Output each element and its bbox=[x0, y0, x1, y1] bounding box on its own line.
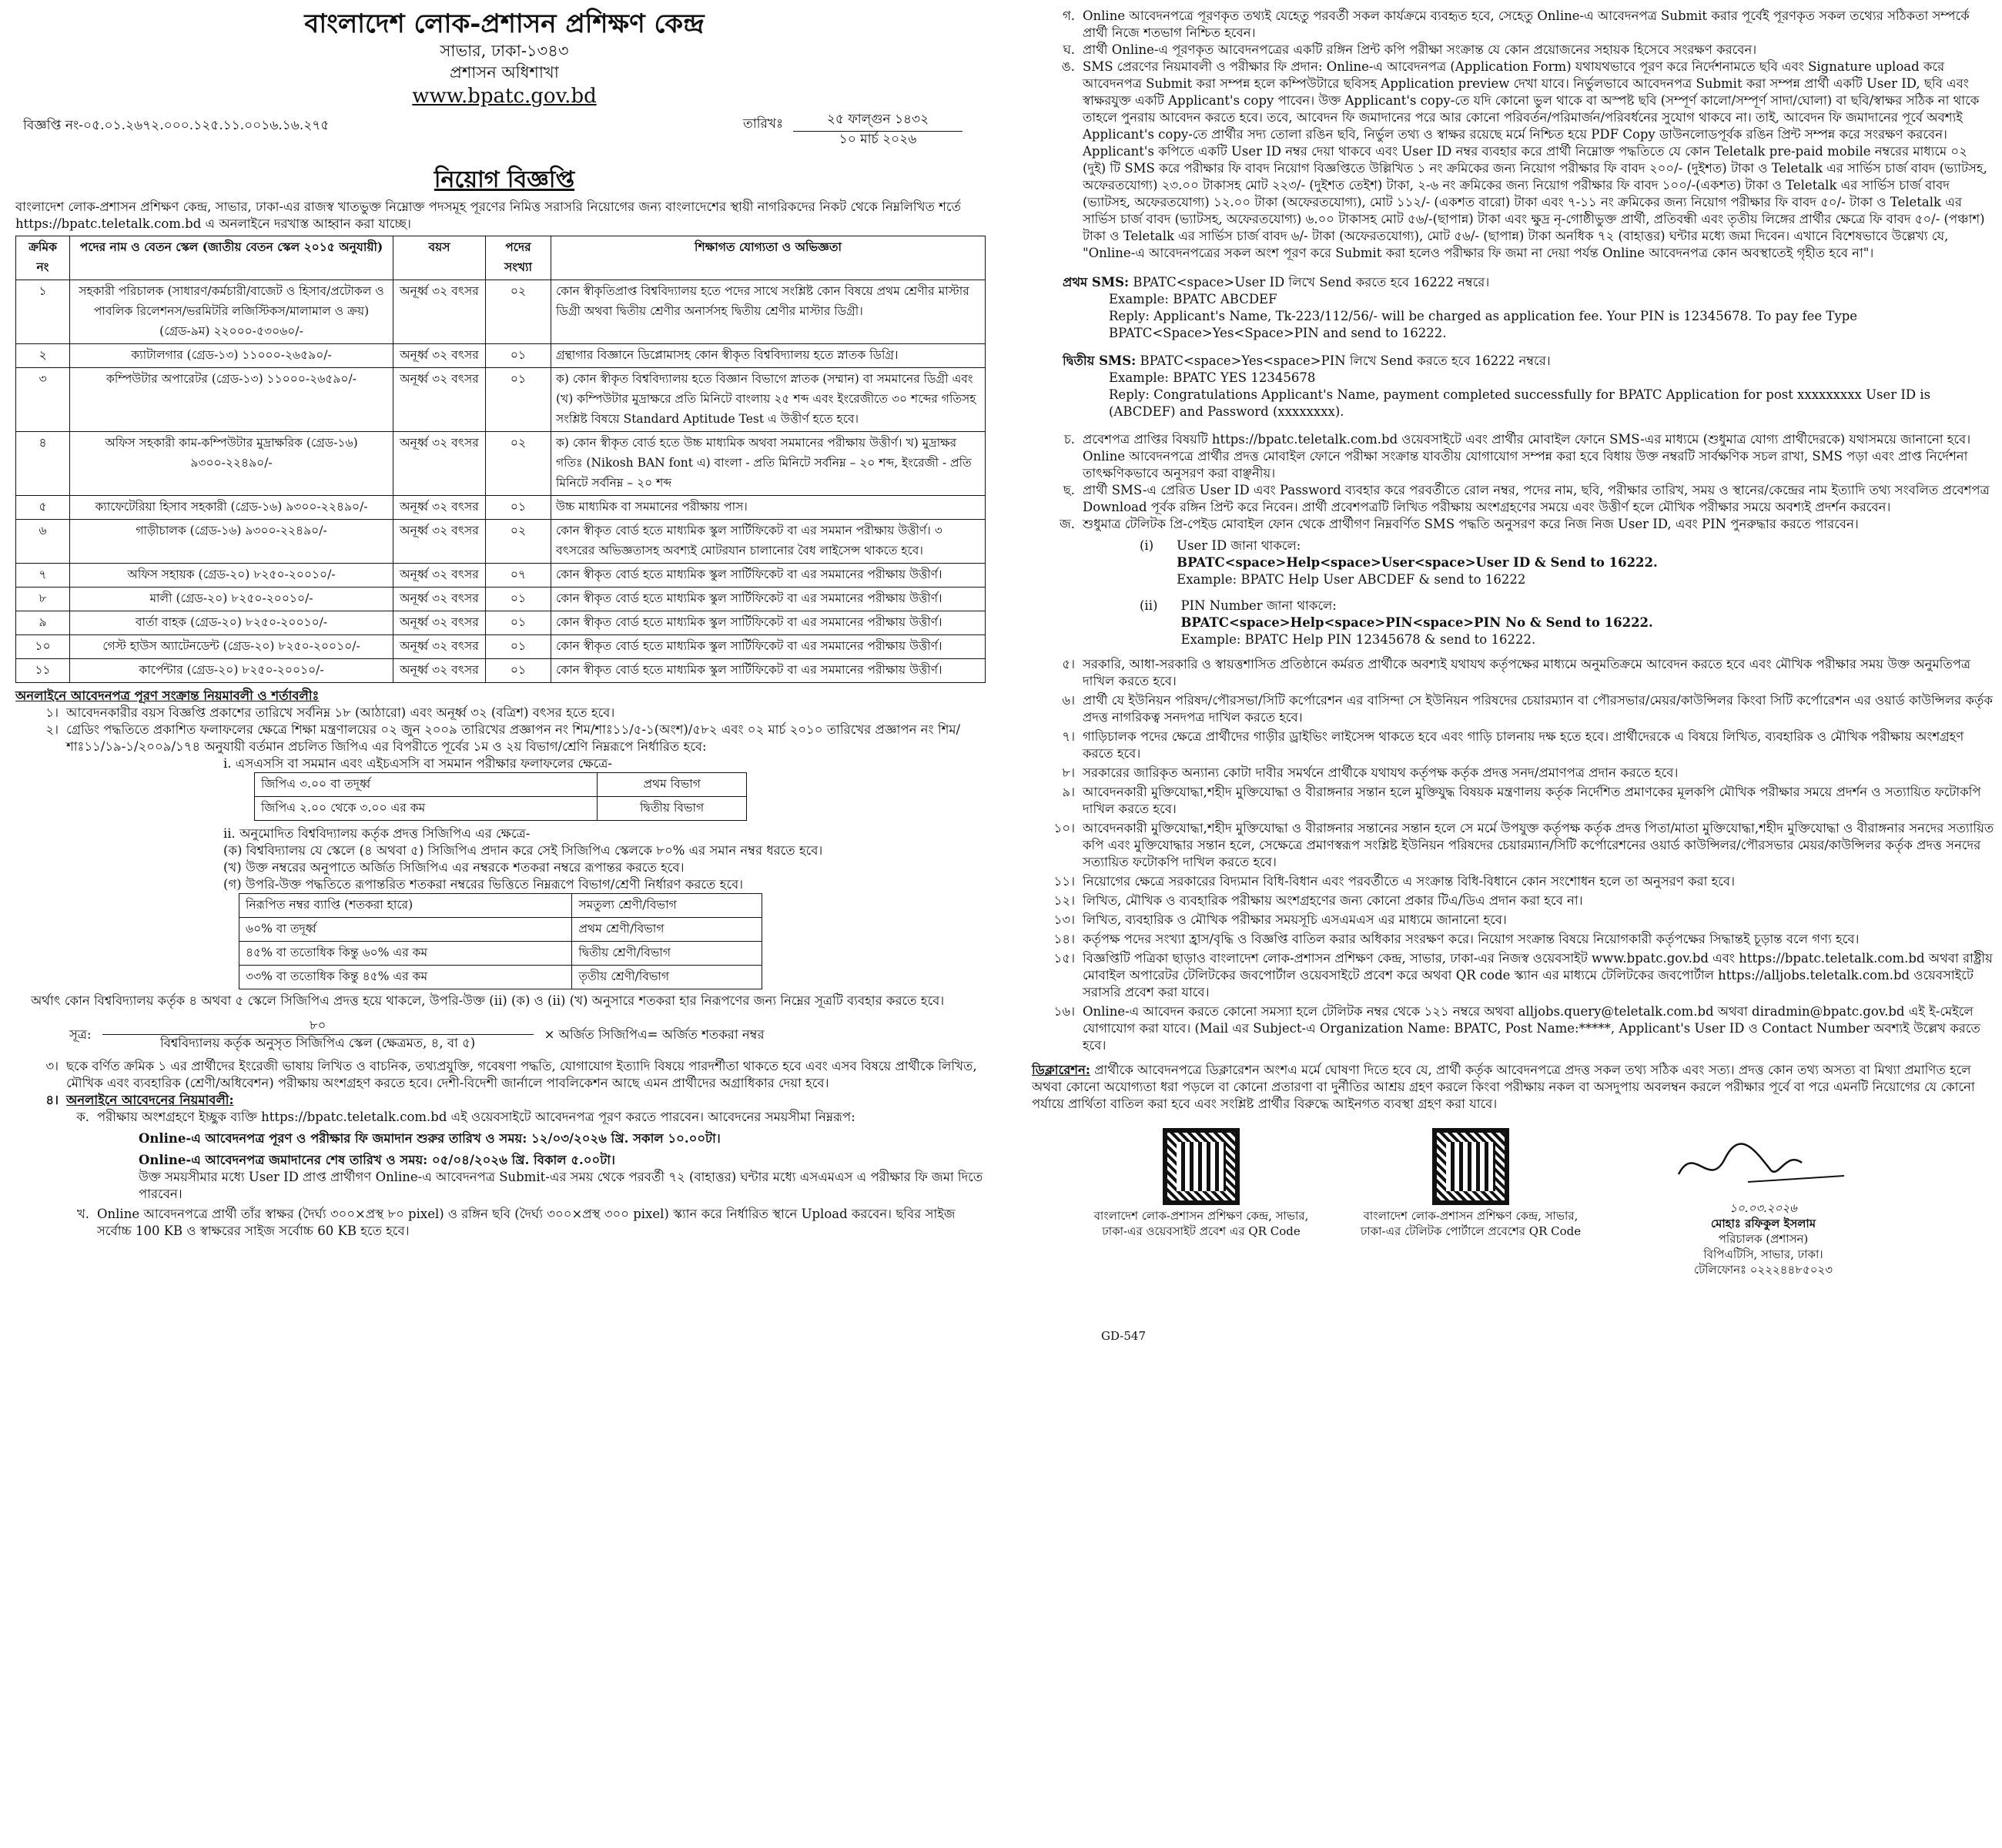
recover-i-example: Example: BPATC Help User ABCDEF & send to 16222 bbox=[1177, 572, 1526, 587]
numbered-items bbox=[1032, 656, 1994, 1054]
cgpa-range: নিরূপিত নম্বর ব্যাপ্তি (শতকরা হারে) bbox=[239, 894, 572, 918]
list-item-text: আবেদনকারী মুক্তিযোদ্ধা,শহীদ মুক্তিযোদ্ধা ও বীরাঙ্গনার সন্তান হলে মুক্তিযুদ্ধ বিষয়ক মন্ত্রণালয় কর্তৃক নির্দেশিত প্রমাণকের মূলকপি মৌখিক পরীক্ষার সময়ে প্রদর্শন ও সত্যায়িত ফটোকপি দাখিল করতে হবে। bbox=[1083, 785, 1981, 816]
list-item bbox=[1032, 931, 1994, 948]
list-item-number: ১৬। bbox=[1053, 1004, 1075, 1019]
cell-age: অনূর্ধ্ব ৩২ বৎসর bbox=[393, 588, 486, 611]
signature-block bbox=[1640, 1128, 1886, 1277]
cell-sl: ৭ bbox=[16, 564, 70, 588]
table-row bbox=[255, 797, 747, 821]
list-item-number: ১০। bbox=[1053, 821, 1075, 835]
org-title: বাংলাদেশ লোক-প্রশাসন প্রশিক্ষণ কেন্দ্র bbox=[304, 8, 705, 39]
table-row bbox=[239, 918, 762, 942]
cell-qual: ক) কোন স্বীকৃত বোর্ড হতে উচ্চ মাধ্যমিক অথবা সমমানের পরীক্ষায় উত্তীর্ণ। খ) মুদ্রাক্ষর গতিঃ (Nikosh BAN font এ) বাংলা - প্রতি মিনিটে সর্বনিম্ন – ২০ শব্দ, ইংরেজী - প্রতি মিনিটে সর্বনিম্ন – ২০ শব্দ bbox=[551, 432, 986, 496]
list-item-text: বিজ্ঞপ্তিটি পত্রিকা ছাড়াও বাংলাদেশ লোক-প্রশাসন প্রশিক্ষণ কেন্দ্র, সাভার, ঢাকা-এর নিজস্ব ওয়েবসাইট www.bpatc.gov.bd এবং https://bpatc.teletalk.com.bd অথবা রাষ্ট্রীয় মোবাইল অপারেটর টেলিটকের জবপোর্টাল ওয়েবসাইটে প্রবেশ করে অথবা QR code স্ক্যান এর মাধ্যমে টেলিটকের জবপোর্টাল https://alljobs.teletalk.com.bd ওয়েবসাইটে সরাসরি প্রবেশ করা যাবে। bbox=[1083, 951, 1993, 999]
recover-ii-example: Example: BPATC Help PIN 12345678 & send to 16222. bbox=[1180, 632, 1536, 647]
recover-ii-heading: PIN Number জানা থাকলে: bbox=[1180, 598, 1337, 613]
rule-4-ka-text: পরীক্ষায় অংশগ্রহণে ইচ্ছুক ব্যক্তি https://bpatc.teletalk.com.bd এই ওয়েবসাইটে আবেদনপত্র পূরণ করতে পারবেন। আবেদনের সময়সীমা নিম্নরূপ: bbox=[97, 1110, 855, 1124]
cell-count: ০২ bbox=[486, 280, 551, 344]
sms-1 bbox=[1063, 274, 1994, 342]
cell-count: ০১ bbox=[486, 344, 551, 368]
cell-qual: কোন স্বীকৃত বোর্ড হতে মাধ্যমিক স্কুল সার্টিফিকেট বা এর সমমানের পরীক্ষায় উত্তীর্ণ। bbox=[551, 659, 986, 683]
cell-age: অনূর্ধ্ব ৩২ বৎসর bbox=[393, 520, 486, 564]
gpa-division: দ্বিতীয় বিভাগ bbox=[598, 797, 747, 821]
cell-age: অনূর্ধ্ব ৩২ বৎসর bbox=[393, 344, 486, 368]
rule-3: ৩। ছকে বর্ণিত ক্রমিক ১ এর প্রার্থীদের ইংরেজী ভাষায় লিখিত ও বাচনিক, তথ্যপ্রযুক্তি, গবেষণা পদ্ধতি, যোগাযোগ ইত্যাদি বিষয়ে পারদর্শীতা থাকতে হবে এবং এসব বিষয়ে প্রার্থীকে লিখিত, মৌখিক এবং ব্যবহারিক (শ্রেণী/অধিবেশন) পরীক্ষায় অংশগ্রহণ করতে হবে। দেশী-বিদেশী জার্নালে পাবলিকেশন আছে এমন প্রার্থীদের অগ্রাধিকার দেয়া হবে। bbox=[15, 1058, 993, 1092]
table-row bbox=[16, 588, 986, 611]
cell-sl: ৪ bbox=[16, 432, 70, 496]
qr-website-caption: বাংলাদেশ লোক-প্রশাসন প্রশিক্ষণ কেন্দ্র, সাভার, ঢাকা-এর ওয়েবসাইট প্রবেশ এর QR Code bbox=[1093, 1209, 1309, 1238]
cell-age: অনূর্ধ্ব ৩২ বৎসর bbox=[393, 659, 486, 683]
cell-sl: ৯ bbox=[16, 611, 70, 635]
cell-sl: ১ bbox=[16, 280, 70, 344]
list-item bbox=[1032, 820, 1994, 871]
rule-4-umo-text: SMS প্রেরণের নিয়মাবলী ও পরীক্ষার ফি প্রদান: Online-এ আবেদনপত্র (Application Form) যথাযথভাবে পূরণ করে নির্দেশনামতে ছবি এবং Signature upload করে আবেদনপত্র Submit করা সম্পন্ন হলে কম্পিউটারে ছবিসহ Application preview দেখা যাবে। নির্ভুলভাবে আবেদনপত্র Submit করা সম্পন্ন প্রার্থী একটি User ID, ছবি এবং স্বাক্ষরযুক্ত একটি Applicant's copy পাবেন। উক্ত Applicant's copy-তে যদি কোনো ভুল থাকে বা অস্পষ্ট ছবি (সম্পূর্ণ কালো/সম্পূর্ণ সাদা/ঘোলা) বা ছবি/স্বাক্ষর সঠিক না থাকে তাহলে পুনরায় আবেদন করতে হবে। তবে, আবেদন ফি জমাদানের পরে আর কোনো পরিবর্তন/পরিমার্জন/পরিবর্ধনের সুযোগ থাকবে না। তাই, আবেদন ফি জমাদানের পূর্বে অবশ্যই Applicant's copy-তে প্রার্থীর সদ্য তোলা রঙিন ছবি, নির্ভুল তথ্য ও স্বাক্ষর রয়েছে মর্মে নিশ্চিত হয়ে PDF Copy ডাউনলোডপূর্বক রঙিন প্রিন্ট সম্পন্ন করে সংরক্ষণ করবেন। Applicant's কপিতে একটি User ID নম্বর দেয়া থাকবে এবং User ID নম্বর ব্যবহার করে প্রার্থী নিম্নোক্ত পদ্ধতিতে যে কোন Teletalk pre-paid mobile নম্বরের মাধ্যমে ০২ (দুই) টি SMS করে পরীক্ষার ফি বাবদ নিয়োগ বিজ্ঞপ্তিতে উল্লিখিত ১ নং ক্রমিকের জন্য নিয়োগ পরীক্ষার ফি বাবদ ২০০/- (দুইশত) টাকা ও Teletalk এর সার্ভিস চার্জ বাবদ (ভ্যাটসহ, অফেরতযোগ্য) ২৩.০০ টাকাসহ মোট ২২৩/- (দুইশত তেইশ) টাকা, ২-৬ নং ক্রমিকের জন্য নিয়োগ পরীক্ষার ফি বাবদ ১০০/-(একশত) টাকা ও Teletalk এর সার্ভিস চার্জ বাবদ (ভ্যাটসহ, অফেরতযোগ্য) ১২.০০ টাকা (অফেরতযোগ্য), মোট ১১২/- (একশত বারো) টাকা এবং ৭-১১ নং ক্রমিকের জন্য নিয়োগ পরীক্ষার ফি বাবদ ৫০/- টাকা ও Teletalk এর সার্ভিস চার্জ বাবদ (ভ্যাটসহ, অফেরতযোগ্য) ৬.০০ টাকাসহ মোট ৫৬/-(ছাপান্ন) টাকা এবং ক্ষুদ্র নৃ-গোষ্ঠীভুক্ত প্রার্থী, প্রতিবন্ধী এবং তৃতীয় লিঙ্গের প্রার্থীর ক্ষেত্রে ফি বাবদ ৫০/- (পঞ্চাশ) টাকা ও Teletalk এর সার্ভিস চার্জ বাবদ ৬/- টাকা (অফেরতযোগ্য), মোট ৫৬/- (ছাপান্ন) টাকা অনধিক ৭২ (বাহাত্তর) ঘন্টার মধ্যে জমা দিবেন। এখানে বিশেষভাবে উল্লেখ্য যে, "Online-এ আবেদনপত্রের সকল অংশ পূরণ করে Submit করা হলেও পরীক্ষার ফি জমা না দেয়া পর্যন্ত Online আবেদনপত্র কোন অবস্থাতেই গৃহীত হবে না"। bbox=[1083, 59, 1987, 260]
date-label: তারিখঃ bbox=[743, 116, 784, 132]
apply-end: Online-এ আবেদনপত্র জমাদানের শেষ তারিখ ও সময়: ০৫/০৪/২০২৬ খ্রি. বিকাল ৫.০০টা। bbox=[139, 1153, 615, 1167]
signatory-phone: টেলিফোনঃ ০২২২৪৪৮৫০২৩ bbox=[1694, 1263, 1833, 1277]
formula-label: সূত্র: bbox=[69, 1026, 92, 1042]
recover-i-heading: User ID জানা থাকলে: bbox=[1177, 538, 1301, 553]
cgpa-table bbox=[239, 893, 762, 989]
sms-2-example: Example: BPATC YES 12345678 bbox=[1109, 370, 1316, 385]
list-item-text: সরকারি, আধা-সরকারি ও স্বায়ত্তশাসিত প্রতিষ্ঠানে কর্মরত প্রার্থীকে অবশ্যই যথাযথ কর্তৃপক্ষের মাধ্যমে অনুমতিক্রমে আবেদন করতে হবে এবং মৌখিক পরীক্ষার সময় উক্ত অনুমতিপত্র দাখিল করতে হবে। bbox=[1083, 657, 1971, 688]
table-row bbox=[16, 368, 986, 432]
th-age: বয়স bbox=[393, 236, 486, 280]
table-row bbox=[16, 432, 986, 496]
apply-note: উক্ত সময়সীমার মধ্যে User ID প্রাপ্ত প্রার্থীগণ Online-এ আবেদনপত্র Submit-এর সময় থেকে পরবর্তী ৭২ (বাহাত্তর) ঘন্টার মধ্যে এসএমএস এ পরীক্ষার ফি জমা দিতে পারবেন। bbox=[139, 1170, 983, 1201]
list-item bbox=[1032, 692, 1994, 726]
cell-sl: ১০ bbox=[16, 635, 70, 659]
list-item-number: ১৫। bbox=[1053, 951, 1075, 966]
cell-age: অনূর্ধ্ব ৩২ বৎসর bbox=[393, 496, 486, 520]
list-item-number: ১৩। bbox=[1053, 912, 1075, 927]
cell-post: কম্পিউটার অপারেটর (গ্রেড-১৩) ১১০০০-২৬৫৯০/- bbox=[70, 368, 393, 432]
cgpa-range: ৪৫% বা ততোধিক কিন্তু ৬০% এর কম bbox=[239, 942, 572, 966]
list-item-text: লিখিত, ব্যবহারিক ও মৌখিক পরীক্ষার সময়সূচি এসএমএস এর মাধ্যমে জানানো হবে। bbox=[1083, 912, 1507, 927]
right-column bbox=[1032, 8, 1994, 1359]
table-row bbox=[16, 280, 986, 344]
gpa-range: জিপিএ ৩.০০ বা তদূর্ধ্ব bbox=[255, 773, 598, 797]
table-row bbox=[16, 611, 986, 635]
cell-count: ০৭ bbox=[486, 564, 551, 588]
rule-2-ii-label: ii. bbox=[223, 826, 236, 841]
rule-2-ii-b: (খ) উক্ত নম্বরের অনুপাতে অর্জিত সিজিপিএ এর নম্বরকে শতকরা নম্বরে রূপান্তর করতে হবে। bbox=[223, 860, 685, 875]
table-row bbox=[16, 635, 986, 659]
cell-post: সহকারী পরিচালক (সাধারণ/কর্মচারী/বাজেট ও হিসাব/প্রটোকল ও পাবলিক রিলেশনস/ভরমিটরি লজিস্টিকস/মালামাল ও ক্রয়) (গ্রেড-৯ম) ২২০০০-৫৩০৬০/- bbox=[70, 280, 393, 344]
cell-age: অনূর্ধ্ব ৩২ বৎসর bbox=[393, 564, 486, 588]
formula bbox=[69, 1017, 993, 1052]
formula-numerator: ৮০ bbox=[102, 1017, 534, 1035]
memo-line bbox=[15, 109, 993, 165]
cell-count: ০১ bbox=[486, 588, 551, 611]
footer bbox=[1032, 1128, 1994, 1359]
list-item-number: ১২। bbox=[1053, 893, 1075, 908]
table-row bbox=[16, 344, 986, 368]
recover-pin bbox=[1140, 598, 1994, 648]
org-address: সাভার, ঢাকা-১৩৪৩ bbox=[440, 42, 569, 60]
formula-fraction bbox=[102, 1017, 534, 1052]
cell-sl: ১১ bbox=[16, 659, 70, 683]
rule-2-text: গ্রেডিং পদ্ধতিতে প্রকাশিত ফলাফলের ক্ষেত্রে শিক্ষা মন্ত্রণালয়ের ০২ জুন ২০০৯ তারিখের প্রজ্ঞাপন নং শিম/শাঃ১১/৫-১(অংশ)/৫৮২ এবং ০২ মার্চ ২০১০ তারিখের প্রজ্ঞাপন নং শিম/শাঃ১১/১৯-১/২০০৯/১৭৪ অনুযায়ী বর্তমান প্রচলিত জিপিএ এর বিপরীতে পূর্বের ১ম ও ২য় বিভাগ/শ্রেণি নিম্নরূপে নির্ধারিত হবে: bbox=[66, 722, 961, 754]
table-row bbox=[239, 966, 762, 989]
list-item-number: ৮। bbox=[1062, 765, 1075, 780]
rule-4-ja: জ. শুধুমাত্র টেলিটক প্রি-পেইড মোবাইল ফোন থেকে প্রার্থীগণ নিম্নবর্ণিত SMS পদ্ধতি অনুসরণ করে নিজ নিজ User ID, এবং PIN পুনরুদ্ধার করতে পারবেন। bbox=[1032, 516, 1994, 533]
rule-3-text: ছকে বর্ণিত ক্রমিক ১ এর প্রার্থীদের ইংরেজী ভাষায় লিখিত ও বাচনিক, তথ্যপ্রযুক্তি, গবেষণা পদ্ধতি, যোগাযোগ ইত্যাদি বিষয়ে পারদর্শীতা থাকতে হবে এবং এসব বিষয়ে প্রার্থীকে লিখিত, মৌখিক এবং ব্যবহারিক (শ্রেণী/অধিবেশন) পরীক্ষায় অংশগ্রহণ করতে হবে। দেশী-বিদেশী জার্নালে পাবলিকেশন আছে এমন প্রার্থীদের অগ্রাধিকার দেয়া হবে। bbox=[66, 1059, 977, 1090]
rule-4-kha: খ. Online আবেদনপত্রে প্রার্থী তাঁর স্বাক্ষর (দৈর্ঘ্য ৩০০×প্রস্থ ৮০ pixel) ও রঙ্গিন ছবি (দৈর্ঘ্য ৩০০×প্রস্থ ৩০০ pixel) স্ক্যান করে নির্ধারিত স্থানে Upload করবেন। ছবির সাইজ সর্বোচ্চ 100 KB ও স্বাক্ষরের সাইজ সর্বোচ্চ 60 KB হতে হবে। bbox=[46, 1206, 993, 1240]
list-item-number: ৭। bbox=[1062, 729, 1075, 744]
cell-post: বার্তা বাহক (গ্রেড-২০) ৮২৫০-২০০১০/- bbox=[70, 611, 393, 635]
rule-4: ৪। অনলাইনে আবেদনের নিয়মাবলী: bbox=[15, 1092, 993, 1109]
website-link[interactable]: www.bpatc.gov.bd bbox=[412, 85, 597, 108]
declaration bbox=[1032, 1062, 1994, 1113]
cell-age: অনূর্ধ্ব ৩২ বৎসর bbox=[393, 368, 486, 432]
cgpa-range: ৬০% বা তদূর্ধ্ব bbox=[239, 918, 572, 942]
list-item bbox=[1032, 1003, 1994, 1054]
cell-post: কার্পেন্টার (গ্রেড-২০) ৮২৫০-২০০১০/- bbox=[70, 659, 393, 683]
rule-4-heading: অনলাইনে আবেদনের নিয়মাবলী: bbox=[66, 1093, 234, 1107]
list-item-text: প্রার্থী যে ইউনিয়ন পরিষদ/পৌরসভা/সিটি কর্পোরেশন এর বাসিন্দা সে ইউনিয়ন পরিষদের চেয়ারম্যান বা পৌরসভার/মেয়র/কাউন্সিলর কিংবা সিটি কর্পোরেশন এর ওয়ার্ড কাউন্সিলর কর্তৃক প্রদত্ত নাগরিকত্ব সনদপত্র দাখিল করতে হবে। bbox=[1083, 693, 1993, 725]
rule-4-cha: চ. প্রবেশপত্র প্রাপ্তির বিষয়টি https://bpatc.teletalk.com.bd ওয়েবসাইটে এবং প্রার্থীর মোবাইল ফোনে SMS-এর মাধ্যমে (শুধুমাত্র যোগ্য প্রার্থীদেরকে) যথাসময়ে জানানো হবে। Online আবেদনপত্রে প্রার্থীর প্রদত্ত মোবাইল ফোনে পরীক্ষা সংক্রান্ত যাবতীয় যোগাযোগ সম্পন্ন করা হবে বিধায় উক্ত নম্বরটি সার্বক্ষণিক সচল রাখা, SMS পড়া এবং প্রাপ্ত নির্দেশনা তাৎক্ষণিকভাবে অনুসরণ করা বাঞ্ছনীয়। bbox=[1032, 431, 1994, 482]
rule-4-umo: ঙ. SMS প্রেরণের নিয়মাবলী ও পরীক্ষার ফি প্রদান: Online-এ আবেদনপত্র (Application Form) যথাযথভাবে পূরণ করে নির্দেশনামতে ছবি এবং Signature upload করে আবেদনপত্র Submit করা সম্পন্ন হলে কম্পিউটারে ছবিসহ Application preview দেখা যাবে। নির্ভুলভাবে আবেদনপত্র Submit করা সম্পন্ন প্রার্থী একটি User ID, ছবি এবং স্বাক্ষরযুক্ত একটি Applicant's copy পাবেন। উক্ত Applicant's copy-তে যদি কোনো ভুল থাকে বা অস্পষ্ট ছবি (সম্পূর্ণ কালো/সম্পূর্ণ সাদা/ঘোলা) বা ছবি/স্বাক্ষর সঠিক না থাকে তাহলে পুনরায় আবেদন করতে হবে। তবে, আবেদন ফি জমাদানের পরে আর কোনো পরিবর্তন/পরিমার্জন/পরিবর্ধনের সুযোগ থাকবে না। তাই, আবেদন ফি জমাদানের পূর্বে অবশ্যই Applicant's copy-তে প্রার্থীর সদ্য তোলা রঙিন ছবি, নির্ভুল তথ্য ও স্বাক্ষর রয়েছে মর্মে নিশ্চিত হয়ে PDF Copy ডাউনলোডপূর্বক রঙিন প্রিন্ট সম্পন্ন করে সংরক্ষণ করবেন। Applicant's কপিতে একটি User ID নম্বর দেয়া থাকবে এবং User ID নম্বর ব্যবহার করে প্রার্থী নিম্নোক্ত পদ্ধতিতে যে কোন Teletalk pre-paid mobile নম্বরের মাধ্যমে ০২ (দুই) টি SMS করে পরীক্ষার ফি বাবদ নিয়োগ বিজ্ঞপ্তিতে উল্লিখিত ১ নং ক্রমিকের জন্য নিয়োগ পরীক্ষার ফি বাবদ ২০০/- (দুইশত) টাকা ও Teletalk এর সার্ভিস চার্জ বাবদ (ভ্যাটসহ, অফেরতযোগ্য) ২৩.০০ টাকাসহ মোট ২২৩/- (দুইশত তেইশ) টাকা, ২-৬ নং ক্রমিকের জন্য নিয়োগ পরীক্ষার ফি বাবদ ১০০/-(একশত) টাকা ও Teletalk এর সার্ভিস চার্জ বাবদ (ভ্যাটসহ, অফেরতযোগ্য) ১২.০০ টাকা (অফেরতযোগ্য), মোট ১১২/- (একশত বারো) টাকা এবং ৭-১১ নং ক্রমিকের জন্য নিয়োগ পরীক্ষার ফি বাবদ ৫০/- টাকা ও Teletalk এর সার্ভিস চার্জ বাবদ (ভ্যাটসহ, অফেরতযোগ্য) ৬.০০ টাকাসহ মোট ৫৬/-(ছাপান্ন) টাকা এবং ক্ষুদ্র নৃ-গোষ্ঠীভুক্ত প্রার্থী, প্রতিবন্ধী এবং তৃতীয় লিঙ্গের প্রার্থীর ক্ষেত্রে ফি বাবদ ৫০/- (পঞ্চাশ) টাকা ও Teletalk এর সার্ভিস চার্জ বাবদ ৬/- টাকা (অফেরতযোগ্য), মোট ৫৬/- (ছাপান্ন) টাকা অনধিক ৭২ (বাহাত্তর) ঘন্টার মধ্যে জমা দিবেন। এখানে বিশেষভাবে উল্লেখ্য যে, "Online-এ আবেদনপত্রের সকল অংশ পূরণ করে Submit করা হলেও পরীক্ষার ফি জমা না দেয়া পর্যন্ত Online আবেদনপত্র কোন অবস্থাতেই গৃহীত হবে না"। bbox=[1032, 59, 1994, 262]
recover-ii-command: BPATC<space>Help<space>PIN<space>PIN No & Send to 16222. bbox=[1180, 615, 1653, 630]
rule-4-gha: ঘ. প্রার্থী Online-এ পূরণকৃত আবেদনপত্রের একটি রঙ্গিন প্রিন্ট কপি পরীক্ষা সংক্রান্ত যে কোন প্রয়োজনের সহায়ক হিসেবে সংরক্ষণ করবেন। bbox=[1032, 42, 1994, 59]
formula-rhs: × অর্জিত সিজিপিএ= অর্জিত শতকরা নম্বর bbox=[544, 1026, 765, 1042]
cell-post: ক্যাটালগার (গ্রেড-১৩) ১১০০০-২৬৫৯০/- bbox=[70, 344, 393, 368]
sms-2-command: BPATC<space>Yes<space>PIN লিখে Send করতে হবে 16222 নম্বরে। bbox=[1140, 353, 1551, 368]
gd-number: GD-547 bbox=[1101, 1329, 1146, 1343]
list-item bbox=[1032, 784, 1994, 818]
cell-qual: কোন স্বীকৃত বোর্ড হতে মাধ্যমিক স্কুল সার্টিফিকেট বা এর সমমান পরীক্ষায় উত্তীর্ণ। ৩ বৎসরের অভিজ্ঞতাসহ অবশ্যই মোটরযান চালানোর বৈধ লাইসেন্স থাকতে হবে। bbox=[551, 520, 986, 564]
date-english: ১০ মার্চ ২০২৬ bbox=[839, 132, 917, 147]
cgpa-class: সমতুল্য শ্রেণী/বিভাগ bbox=[572, 894, 762, 918]
signatory-title: পরিচালক (প্রশাসন) bbox=[1718, 1232, 1809, 1246]
posts-table bbox=[15, 236, 986, 683]
cell-age: অনূর্ধ্ব ৩২ বৎসর bbox=[393, 635, 486, 659]
cell-age: অনূর্ধ্ব ৩২ বৎসর bbox=[393, 611, 486, 635]
list-item-number: ১১। bbox=[1053, 874, 1075, 889]
sms-1-label: প্রথম SMS: bbox=[1063, 275, 1130, 290]
cgpa-class: তৃতীয় শ্রেণী/বিভাগ bbox=[572, 966, 762, 989]
table-row bbox=[239, 942, 762, 966]
gpa-division: প্রথম বিভাগ bbox=[598, 773, 747, 797]
rule-4-gha-text: প্রার্থী Online-এ পূরণকৃত আবেদনপত্রের একটি রঙ্গিন প্রিন্ট কপি পরীক্ষা সংক্রান্ত যে কোন প্রয়োজনের সহায়ক হিসেবে সংরক্ষণ করবেন। bbox=[1083, 42, 1757, 57]
cell-sl: ৮ bbox=[16, 588, 70, 611]
cell-sl: ৫ bbox=[16, 496, 70, 520]
list-item-text: আবেদনকারী মুক্তিযোদ্ধা,শহীদ মুক্তিযোদ্ধা ও বীরাঙ্গনার সন্তানের সন্তান হলে সে মর্মে উপযুক্ত কর্তৃপক্ষ কর্তৃক প্রদত্ত পিতা/মাতা মুক্তিযোদ্ধা,শহীদ মুক্তিযোদ্ধা ও বীরাঙ্গনার সনদের সত্যায়িত কপি এবং মুক্তিযোদ্ধার সন্তান হলে, সেক্ষেত্রে প্রমাণস্বরূপ সংশ্লিষ্ট ইউনিয়ন পরিষদের চেয়ারম্যান/সিটি কর্পোরেশনের ওয়ার্ড কাউন্সিলর/পৌরসভার মেয়র/কাউন্সিলর কর্তৃক প্রদত্ত সনদের সত্যায়িত ফটোকপি দাখিল করতে হবে। bbox=[1083, 821, 1994, 869]
list-item-text: নিয়োগের ক্ষেত্রে সরকারের বিদ্যমান বিধি-বিধান এবং পরবর্তীতে এ সংক্রান্ত বিধি-বিধানে কোন সংশোধন হলে তা অনুসরণ করা হবে। bbox=[1083, 874, 1735, 889]
cell-count: ০২ bbox=[486, 432, 551, 496]
rule-2-i bbox=[223, 755, 993, 772]
cell-qual: উচ্চ মাধ্যমিক বা সমমানের পরীক্ষায় পাস। bbox=[551, 496, 986, 520]
list-item-text: সরকারের জারিকৃত অন্যান্য কোটা দাবীর সমর্থনে প্রার্থীকে যথাযথ কর্তৃপক্ষ কর্তৃক প্রদত্ত সনদ/প্রমাণপত্র প্রদান করতে হবে। bbox=[1083, 765, 1679, 780]
list-item-number: ৯। bbox=[1062, 785, 1075, 799]
list-item bbox=[1032, 873, 1994, 890]
sms-2-reply: Reply: Congratulations Applicant's Name, payment completed successfully for BPATC Application for post xxxxxxxxx User ID is (ABCDEF) and Password (xxxxxxxx). bbox=[1109, 387, 1931, 419]
recover-i-command: BPATC<space>Help<space>User<space>User ID & Send to 16222. bbox=[1177, 555, 1658, 570]
table-header-row bbox=[16, 236, 986, 280]
list-item bbox=[1032, 728, 1994, 762]
formula-intro: অর্থাৎ কোন বিশ্ববিদ্যালয় কর্তৃক ৪ অথবা ৫ স্কেলে সিজিপিএ প্রদত্ত হয়ে থাকলে, উপরি-উক্ত (ii) (ক) ও (ii) (খ) অনুসারে শতকরা হার নিরূপণের জন্য নিম্নের সূত্রটি ব্যবহার করতে হবে। bbox=[31, 993, 945, 1008]
table-row bbox=[16, 496, 986, 520]
cell-qual: কোন স্বীকৃত বোর্ড হতে মাধ্যমিক স্কুল সার্টিফিকেট বা এর সমমানের পরীক্ষায় উত্তীর্ণ। bbox=[551, 588, 986, 611]
recover-user-id bbox=[1140, 537, 1994, 588]
cell-count: ০১ bbox=[486, 611, 551, 635]
date-bangla: ২৫ ফাল্গুন ১৪৩২ bbox=[793, 109, 962, 132]
cell-count: ০১ bbox=[486, 368, 551, 432]
rule-2-ii-c: (গ) উপরি-উক্ত পদ্ধতিতে রূপান্তরিত শতকরা নম্বরের ভিত্তিতে নিম্নরূপে বিভাগ/শ্রেণী নির্ধারণ করতে হবে। bbox=[223, 877, 744, 892]
declaration-text: প্রার্থীকে আবেদনপত্রে ডিক্লারেশন অংশএ মর্মে ঘোষণা দিতে হবে যে, প্রার্থী কর্তৃক আবেদনপত্রে প্রদত্ত সকল তথ্য সঠিক এবং সত্য। প্রদত্ত কোন তথ্য অসত্য বা মিথ্যা প্রমাণিত হলে অথবা কোনো অযোগ্যতা ধরা পড়লে বা কোনো প্রতারণা বা দুর্নীতির আশ্রয় গ্রহণ করলে কিংবা পরীক্ষায় নকল বা অসদুপায় অবলম্বন করলে পরীক্ষার পূর্বে বা পরে এমনটি নিয়োগের যে কোনো পর্যায়ে প্রার্থিতা বাতিল করা হবে এবং সংশ্লিষ্ট প্রার্থীর বিরুদ্ধে আইনগত ব্যবস্থা গ্রহণ করা যাবে। bbox=[1032, 1063, 1975, 1111]
table-row bbox=[16, 520, 986, 564]
list-item bbox=[1032, 892, 1994, 909]
list-item bbox=[1032, 912, 1994, 929]
qr-teletalk-block bbox=[1355, 1128, 1586, 1239]
table-row bbox=[239, 894, 762, 918]
cell-post: অফিস সহকারী কাম-কম্পিউটার মুদ্রাক্ষরিক (গ্রেড-১৬) ৯৩০০-২২৪৯০/- bbox=[70, 432, 393, 496]
rule-1: ১। আবেদনকারীর বয়স বিজ্ঞপ্তি প্রকাশের তারিখে সর্বনিম্ন ১৮ (আঠারো) এবং অনূর্ধ্ব ৩২ (বত্রিশ) বৎসর হতে হবে। bbox=[15, 705, 993, 721]
rule-2-i-text: এসএসসি বা সমমান এবং এইচএসসি বা সমমান পরীক্ষার ফলাফলের ক্ষেত্রে- bbox=[235, 756, 612, 771]
qr-code-icon[interactable] bbox=[1163, 1128, 1240, 1205]
notice-title: নিয়োগ বিজ্ঞপ্তি bbox=[434, 166, 575, 193]
cell-count: ০১ bbox=[486, 496, 551, 520]
signature-date: ১০.০৩.২০২৬ bbox=[1729, 1201, 1797, 1215]
list-item-text: গাড়িচালক পদের ক্ষেত্রে প্রার্থীদের গাড়ীর ড্রাইভিং লাইসেন্স থাকতে হবে এবং গাড়ি চালনায় দক্ষ হতে হবে। প্রার্থীদেরকে এ বিষয়ে লিখিত, ব্যবহারিক ও মৌখিক পরীক্ষায় অংশগ্রহণ করতে হবে। bbox=[1083, 729, 1964, 761]
apply-start: Online-এ আবেদনপত্র পূরণ ও পরীক্ষার ফি জমাদান শুরুর তারিখ ও সময়: ১২/০৩/২০২৬ খ্রি. সকাল ১০.০০টা। bbox=[139, 1131, 721, 1146]
cell-post: গেস্ট হাউস অ্যাটেনডেন্ট (গ্রেড-২০) ৮২৫০-২০০১০/- bbox=[70, 635, 393, 659]
cell-count: ০২ bbox=[486, 520, 551, 564]
cell-qual: কোন স্বীকৃত বোর্ড হতে মাধ্যমিক স্কুল সার্টিফিকেট বা এর সমমানের পরীক্ষায় উত্তীর্ণ। bbox=[551, 635, 986, 659]
declaration-label: ডিক্লারেশন: bbox=[1032, 1063, 1090, 1077]
recover-ii-label: (ii) bbox=[1140, 598, 1158, 613]
qr-website-block bbox=[1086, 1128, 1317, 1239]
rule-4-ga: গ. Online আবেদনপত্রে পূরণকৃত তথ্যই যেহেতু পরবর্তী সকল কার্যক্রমে ব্যবহৃত হবে, সেহেতু Online-এ আবেদনপত্র Submit করার পূর্বেই পূরণকৃত সকল তথ্যের সঠিকতা সম্পর্কে প্রার্থী নিজে শতভাগ নিশ্চিত হবেন। bbox=[1032, 8, 1994, 42]
cell-qual: ক) কোন স্বীকৃত বিশ্ববিদ্যালয় হতে বিজ্ঞান বিভাগে স্নাতক (সম্মান) বা সমমানের ডিগ্রী এবং (খ) কম্পিউটার মুদ্রাক্ষরে প্রতি মিনিটে বাংলায় ২৫ শব্দ এবং ইংরেজীতে ৩০ শব্দের গতিসহ সংশ্লিষ্ট বিষয়ে Standard Aptitude Test এ উত্তীর্ণ হতে হবে। bbox=[551, 368, 986, 432]
cell-sl: ৬ bbox=[16, 520, 70, 564]
rule-2-ii bbox=[223, 825, 993, 842]
rule-4-chha: ছ. প্রার্থী SMS-এ প্রেরিত User ID এবং Password ব্যবহার করে পরবর্তীতে রোল নম্বর, পদের নাম, ছবি, পরীক্ষার তারিখ, সময় ও স্থানের/কেন্দ্রের নাম ইত্যাদি তথ্য সংবলিত প্রবেশপত্র Download পূর্বক রঙ্গিন প্রিন্ট করে নিবেন। প্রার্থী প্রবেশপত্রটি লিখিত পরীক্ষায় অংশগ্রহণের সময়ে এবং উত্তীর্ণ হলে মৌখিক পরীক্ষার সময়ে অবশ্যই প্রদর্শন করবেন। bbox=[1032, 482, 1994, 516]
cell-post: গাড়ীচালক (গ্রেড-১৬) ৯৩০০-২২৪৯০/- bbox=[70, 520, 393, 564]
sms-1-command: BPATC<space>User ID লিখে Send করতে হবে 16222 নম্বরে। bbox=[1133, 275, 1490, 290]
list-item-number: ১৪। bbox=[1053, 932, 1075, 946]
sms-1-reply: Reply: Applicant's Name, Tk-223/112/56/- will be charged as application fee. Your PIN is 12345678. To pay fee Type BPATC<Space>Yes<Space>PIN and send to 16222. bbox=[1109, 309, 1858, 340]
table-row bbox=[255, 773, 747, 797]
memo-number: বিজ্ঞপ্তি নং-০৫.০১.২৬৭২.০০০.১২৫.১১.০০১৬.১৬.২৭৫ bbox=[23, 118, 330, 133]
qr-code-icon[interactable] bbox=[1432, 1128, 1509, 1205]
gpa-table bbox=[254, 772, 747, 821]
cell-qual: কোন স্বীকৃতিপ্রাপ্ত বিশ্ববিদ্যালয় হতে পদের সাথে সংশ্লিষ্ট কোন বিষয়ে প্রথম শ্রেণীর মাস্টার ডিগ্রী অথবা দ্বিতীয় শ্রেণীর অনার্সসহ দ্বিতীয় শ্রেণীর মাস্টার ডিগ্রী। bbox=[551, 280, 986, 344]
th-qual: শিক্ষাগত যোগ্যতা ও অভিজ্ঞতা bbox=[551, 236, 986, 280]
rule-2-ii-a: (ক) বিশ্ববিদ্যালয় যে স্কেলে (৪ অথবা ৫) সিজিপিএ প্রদান করে সেই সিজিপিএ স্কেলকে ৮০% এর সমান নম্বর ধরতে হবে। bbox=[223, 843, 823, 858]
rule-1-text: আবেদনকারীর বয়স বিজ্ঞপ্তি প্রকাশের তারিখে সর্বনিম্ন ১৮ (আঠারো) এবং অনূর্ধ্ব ৩২ (বত্রিশ) বৎসর হতে হবে। bbox=[66, 705, 615, 720]
cgpa-range: ৩৩% বা ততোধিক কিন্তু ৪৫% এর কম bbox=[239, 966, 572, 989]
left-column bbox=[15, 8, 993, 1240]
recover-i-label: (i) bbox=[1140, 538, 1154, 553]
rule-4-ka: ক. পরীক্ষায় অংশগ্রহণে ইচ্ছুক ব্যক্তি https://bpatc.teletalk.com.bd এই ওয়েবসাইটে আবেদনপত্র পূরণ করতে পারবেন। আবেদনের সময়সীমা নিম্নরূপ: bbox=[46, 1109, 993, 1126]
rule-4-cha-text: প্রবেশপত্র প্রাপ্তির বিষয়টি https://bpatc.teletalk.com.bd ওয়েবসাইটে এবং প্রার্থীর মোবাইল ফোনে SMS-এর মাধ্যমে (শুধুমাত্র যোগ্য প্রার্থীদেরকে) যথাসময়ে জানানো হবে। Online আবেদনপত্রে প্রার্থীর প্রদত্ত মোবাইল ফোনে পরীক্ষা সংক্রান্ত যাবতীয় যোগাযোগ সম্পন্ন করা হবে বিধায় উক্ত নম্বরটি সার্বক্ষণিক সচল রাখা, SMS পড়া এবং প্রাপ্ত নির্দেশনা তাৎক্ষণিকভাবে অনুসরণ করা বাঞ্ছনীয়। bbox=[1083, 432, 1971, 480]
notice-intro: বাংলাদেশ লোক-প্রশাসন প্রশিক্ষণ কেন্দ্র, সাভার, ঢাকা-এর রাজস্ব খাতভুক্ত নিম্নোক্ত পদসমূহ পূরণের নিমিত্ত সরাসরি নিয়োগের জন্য বাংলাদেশের স্থায়ী নাগরিকদের নিকট থেকে নিম্নলিখিত শর্তে https://bpatc.teletalk.com.bd এ অনলাইনে দরখাস্ত আহ্বান করা যাচ্ছে। bbox=[15, 199, 961, 231]
cell-sl: ৩ bbox=[16, 368, 70, 432]
th-count: পদের সংখ্যা bbox=[486, 236, 551, 280]
cell-sl: ২ bbox=[16, 344, 70, 368]
rule-4-ja-text: শুধুমাত্র টেলিটক প্রি-পেইড মোবাইল ফোন থেকে প্রার্থীগণ নিম্নবর্ণিত SMS পদ্ধতি অনুসরণ করে নিজ নিজ User ID, এবং PIN পুনরুদ্ধার করতে পারবেন। bbox=[1083, 517, 1859, 531]
cell-qual: কোন স্বীকৃত বোর্ড হতে মাধ্যমিক স্কুল সার্টিফিকেট বা এর সমমানের পরীক্ষায় উত্তীর্ণ। bbox=[551, 564, 986, 588]
cell-post: মালী (গ্রেড-২০) ৮২৫০-২০০১০/- bbox=[70, 588, 393, 611]
cgpa-class: প্রথম শ্রেণী/বিভাগ bbox=[572, 918, 762, 942]
sms-2 bbox=[1063, 353, 1994, 420]
cell-count: ০১ bbox=[486, 659, 551, 683]
signatory-name: মোহাঃ রফিকুল ইসলাম bbox=[1710, 1217, 1816, 1230]
cell-qual: গ্রন্থাগার বিজ্ঞানে ডিপ্লোমাসহ কোন স্বীকৃত বিশ্ববিদ্যালয় হতে স্নাতক ডিগ্রি। bbox=[551, 344, 986, 368]
cell-count: ০১ bbox=[486, 635, 551, 659]
signature-icon bbox=[1671, 1128, 1856, 1197]
rule-4-kha-text: Online আবেদনপত্রে প্রার্থী তাঁর স্বাক্ষর (দৈর্ঘ্য ৩০০×প্রস্থ ৮০ pixel) ও রঙ্গিন ছবি (দৈর্ঘ্য ৩০০×প্রস্থ ৩০০ pixel) স্ক্যান করে নির্ধারিত স্থানে Upload করবেন। ছবির সাইজ সর্বোচ্চ 100 KB ও স্বাক্ষরের সাইজ সর্বোচ্চ 60 KB হতে হবে। bbox=[97, 1207, 956, 1238]
sms-1-example: Example: BPATC ABCDEF bbox=[1109, 292, 1277, 306]
list-item bbox=[1032, 765, 1994, 782]
list-item-text: কর্তৃপক্ষ পদের সংখ্যা হ্রাস/বৃদ্ধি ও বিজ্ঞপ্তি বাতিল করার অধিকার সংরক্ষণ করে। নিয়োগ সংক্রান্ত বিষয়ে নিয়োগকারী কর্তৃপক্ষের সিদ্ধান্তই চূড়ান্ত বলে গণ্য হবে। bbox=[1083, 932, 1860, 946]
cgpa-class: দ্বিতীয় শ্রেণী/বিভাগ bbox=[572, 942, 762, 966]
cell-age: অনূর্ধ্ব ৩২ বৎসর bbox=[393, 280, 486, 344]
list-item bbox=[1032, 656, 1994, 690]
table-row bbox=[16, 564, 986, 588]
qr-teletalk-caption: বাংলাদেশ লোক-প্রশাসন প্রশিক্ষণ কেন্দ্র, সাভার, ঢাকা-এর টেলিটক পোর্টালে প্রবেশের QR Code bbox=[1360, 1209, 1582, 1238]
list-item-text: লিখিত, মৌখিক ও ব্যবহারিক পরীক্ষায় অংশগ্রহণের জন্য কোনো প্রকার টিএ/ডিএ প্রদান করা হবে না। bbox=[1083, 893, 1583, 908]
rule-4-ga-text: Online আবেদনপত্রে পূরণকৃত তথ্যই যেহেতু পরবর্তী সকল কার্যক্রমে ব্যবহৃত হবে, সেহেতু Online-এ আবেদনপত্র Submit করার পূর্বেই পূরণকৃত সকল তথ্যের সঠিকতা সম্পর্কে প্রার্থী নিজে শতভাগ নিশ্চিত হবেন। bbox=[1083, 8, 1970, 40]
list-item-number: ৫। bbox=[1062, 657, 1075, 671]
gpa-range: জিপিএ ২.০০ থেকে ৩.০০ এর কম bbox=[255, 797, 598, 821]
cell-age: অনূর্ধ্ব ৩২ বৎসর bbox=[393, 432, 486, 496]
org-division: প্রশাসন অধিশাখা bbox=[450, 63, 559, 82]
rule-2-ii-text: অনুমোদিত বিশ্ববিদ্যালয় কর্তৃক প্রদত্ত সিজিপিএ এর ক্ষেত্রে- bbox=[239, 826, 531, 841]
rule-2-i-label: i. bbox=[223, 756, 232, 771]
rule-4-chha-text: প্রার্থী SMS-এ প্রেরিত User ID এবং Password ব্যবহার করে পরবর্তীতে রোল নম্বর, পদের নাম, ছবি, পরীক্ষার তারিখ, সময় ও স্থানের/কেন্দ্রের নাম ইত্যাদি তথ্য সংবলিত প্রবেশপত্র Download পূর্বক রঙ্গিন প্রিন্ট করে নিবেন। প্রার্থী প্রবেশপত্রটি লিখিত পরীক্ষায় অংশগ্রহণের সময়ে এবং উত্তীর্ণ হলে মৌখিক পরীক্ষার সময়ে অবশ্যই প্রদর্শন করবেন। bbox=[1083, 483, 1990, 514]
cell-post: ক্যাফেটেরিয়া হিসাব সহকারী (গ্রেড-১৬) ৯৩০০-২২৪৯০/- bbox=[70, 496, 393, 520]
list-item-text: Online-এ আবেদন করতে কোনো সমস্যা হলে টেলিটক নম্বর থেকে ১২১ নম্বরে অথবা alljobs.query@teletalk.com.bd অথবা diradmin@bpatc.gov.bd এই ই-মেইলে যোগাযোগ করা যাবে। (Mail এর Subject-এ Organization Name: BPATC, Post Name:*****, Applicant's User ID ও Contact Number অবশ্যই উল্লেখ করতে হবে। bbox=[1083, 1004, 1980, 1053]
cell-qual: কোন স্বীকৃত বোর্ড হতে মাধ্যমিক স্কুল সার্টিফিকেট বা এর সমমানের পরীক্ষায় উত্তীর্ণ। bbox=[551, 611, 986, 635]
list-item bbox=[1032, 950, 1994, 1001]
sms-2-label: দ্বিতীয় SMS: bbox=[1063, 353, 1137, 368]
signatory-org: বিপিএটিসি, সাভার, ঢাকা। bbox=[1703, 1247, 1823, 1261]
formula-denominator: বিশ্ববিদ্যালয় কর্তৃক অনুসৃত সিজিপিএ স্কেল (ক্ষেত্রমত, ৪, বা ৫) bbox=[159, 1036, 476, 1050]
list-item-number: ৬। bbox=[1062, 693, 1075, 708]
cell-post: অফিস সহায়ক (গ্রেড-২০) ৮২৫০-২০০১০/- bbox=[70, 564, 393, 588]
th-post: পদের নাম ও বেতন স্কেল (জাতীয় বেতন স্কেল ২০১৫ অনুযায়ী) bbox=[70, 236, 393, 280]
rules-heading: অনলাইনে আবেদনপত্র পূরণ সংক্রান্ত নিয়মাবলী ও শর্তাবলীঃ bbox=[15, 688, 320, 703]
table-row bbox=[16, 659, 986, 683]
rule-2: ২। গ্রেডিং পদ্ধতিতে প্রকাশিত ফলাফলের ক্ষেত্রে শিক্ষা মন্ত্রণালয়ের ০২ জুন ২০০৯ তারিখের প্রজ্ঞাপন নং শিম/শাঃ১১/৫-১(অংশ)/৫৮২ এবং ০২ মার্চ ২০১০ তারিখের প্রজ্ঞাপন নং শিম/শাঃ১১/১৯-১/২০০৯/১৭৪ অনুযায়ী বর্তমান প্রচলিত জিপিএ এর বিপরীতে পূর্বের ১ম ও ২য় বিভাগ/শ্রেণি নিম্নরূপে নির্ধারিত হবে: bbox=[15, 721, 993, 755]
th-sl: ক্রমিক নং bbox=[16, 236, 70, 280]
